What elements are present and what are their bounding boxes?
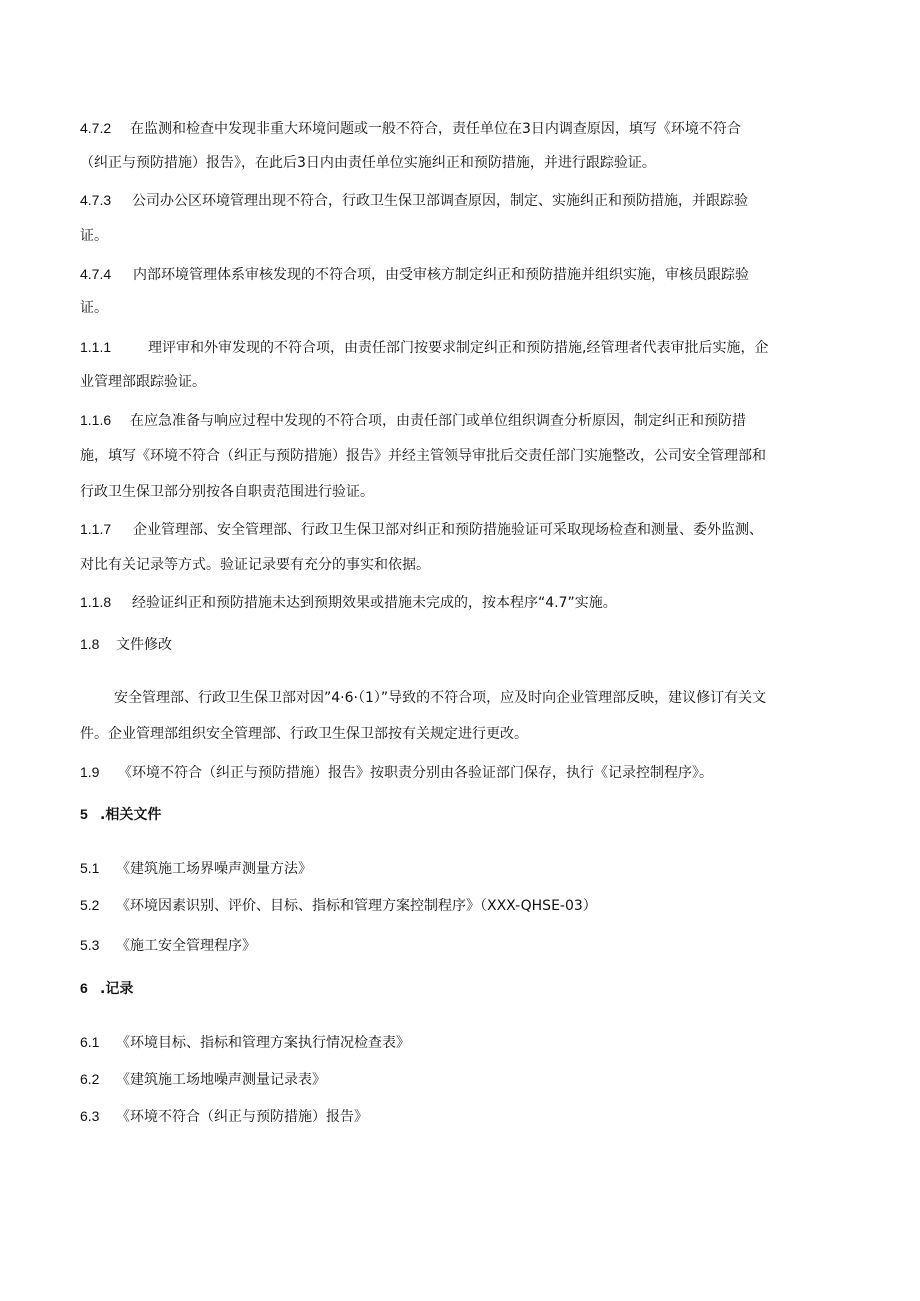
clause-4-7-4-line1 xyxy=(80,264,850,285)
clause-text: 公司办公区环境管理出现不符合，行政卫生保卫部调查原因，制定、实施纠正和预防措施，并跟踪验 xyxy=(132,193,748,209)
related-doc-5-1 xyxy=(80,858,850,879)
clause-number: 1.1.1 xyxy=(80,339,112,355)
clause-text: 在监测和检查中发现非重大环境问题或一般不符合，责任单位在3日内调查原因，填写《环境不符合 xyxy=(130,121,741,137)
item-text: 《建筑施工场地噪声测量记录表》 xyxy=(116,1072,326,1088)
section-title: .记录 xyxy=(100,981,134,997)
clause-1-1-1-line1 xyxy=(80,337,850,358)
clause-text: 理评审和外审发现的不符合项，由责任部门按要求制定纠正和预防措施,经管理者代表审批后实施，企 xyxy=(148,340,769,356)
clause-number: 1.1.8 xyxy=(80,594,112,610)
item-number: 5.1 xyxy=(80,860,100,876)
clause-number: 1.1.6 xyxy=(80,412,112,428)
clause-text: 《环境不符合（纠正与预防措施）报告》按职责分别由各验证部门保存，执行《记录控制程序》。 xyxy=(118,765,713,781)
item-text: 《环境目标、指标和管理方案执行情况检查表》 xyxy=(116,1035,410,1051)
clause-text: 在应急准备与响应过程中发现的不符合项，由责任部门或单位组织调查分析原因，制定纠正和预防措 xyxy=(130,413,746,429)
clause-text: 内部环境管理体系审核发现的不符合项，由受审核方制定纠正和预防措施并组织实施，审核员跟踪验 xyxy=(133,267,749,283)
item-number: 5.2 xyxy=(80,897,100,913)
clause-1-1-8 xyxy=(80,592,850,613)
clause-1-1-6-line1 xyxy=(80,410,850,431)
item-number: 6.1 xyxy=(80,1034,100,1050)
item-text: 《施工安全管理程序》 xyxy=(116,938,256,954)
clause-number: 1.9 xyxy=(80,764,100,780)
clause-1-1-7-line1 xyxy=(80,519,850,540)
clause-1-9 xyxy=(80,762,850,783)
item-text: 《环境因素识别、评价、目标、指标和管理方案控制程序》（XXX-QHSE-03） xyxy=(116,898,597,914)
clause-1-1-6-line2: 施，填写《环境不符合（纠正与预防措施）报告》并经主管领导审批后交责任部门实施整改，公司安全管理部和 xyxy=(80,448,766,464)
file-modification-paragraph-line1: 安全管理部、行政卫生保卫部对因”4·6·（1）”导致的不符合项，应及时向企业管理部反映，建议修订有关文 xyxy=(114,690,767,706)
section-number: 1.8 xyxy=(80,636,100,652)
file-modification-paragraph-line2: 件。企业管理部组织安全管理部、行政卫生保卫部按有关规定进行更改。 xyxy=(80,726,528,742)
item-number: 5.3 xyxy=(80,937,100,953)
clause-number: 1.1.7 xyxy=(80,521,112,537)
clause-1-1-1-line2: 业管理部跟踪验证。 xyxy=(80,374,206,390)
clause-1-1-6-line3: 行政卫生保卫部分别按各自职责范围进行验证。 xyxy=(80,484,374,500)
clause-4-7-2-line2: （纠正与预防措施）报告》，在此后3日内由责任单位实施纠正和预防措施，并进行跟踪验证。 xyxy=(80,155,656,171)
section-6-heading xyxy=(80,978,850,999)
section-number: 5 xyxy=(80,806,88,822)
item-number: 6.2 xyxy=(80,1071,100,1087)
related-doc-5-3 xyxy=(80,935,850,956)
section-title: 文件修改 xyxy=(116,637,172,653)
related-doc-5-2 xyxy=(80,895,850,916)
clause-4-7-3-line1 xyxy=(80,190,850,211)
clause-number: 4.7.4 xyxy=(80,266,112,282)
clause-1-1-7-line2: 对比有关记录等方式。验证记录要有充分的事实和依据。 xyxy=(80,557,430,573)
section-1-8-heading xyxy=(80,634,850,655)
clause-number: 4.7.2 xyxy=(80,120,112,136)
record-6-2 xyxy=(80,1069,850,1090)
clause-4-7-4-line2: 证。 xyxy=(80,300,108,316)
section-number: 6 xyxy=(80,980,88,996)
clause-4-7-2-line1 xyxy=(80,118,850,139)
section-5-heading xyxy=(80,804,850,825)
section-title: .相关文件 xyxy=(100,807,162,823)
clause-text: 经验证纠正和预防措施未达到预期效果或措施未完成的，按本程序“4.7”实施。 xyxy=(132,595,617,611)
clause-text: 企业管理部、安全管理部、行政卫生保卫部对纠正和预防措施验证可采取现场检查和测量、委外监测、 xyxy=(133,522,763,538)
item-number: 6.3 xyxy=(80,1108,100,1124)
item-text: 《建筑施工场界噪声测量方法》 xyxy=(116,861,312,877)
record-6-3 xyxy=(80,1106,850,1127)
record-6-1 xyxy=(80,1032,850,1053)
clause-number: 4.7.3 xyxy=(80,192,112,208)
item-text: 《环境不符合（纠正与预防措施）报告》 xyxy=(116,1109,368,1125)
clause-4-7-3-line2: 证。 xyxy=(80,228,108,244)
